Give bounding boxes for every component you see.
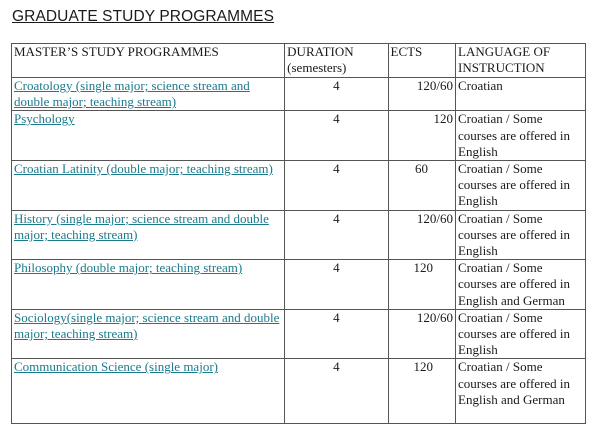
table-row <box>12 359 586 424</box>
programme-link-croatology[interactable]: Croatology (single major; science stream and double major; teaching stream) <box>14 78 250 110</box>
language-cell: Croatian / Some courses are offered in English <box>456 309 586 359</box>
table-row <box>12 260 586 310</box>
programme-cell <box>12 309 285 359</box>
ects-cell: 120/60 <box>388 309 456 359</box>
programme-cell <box>12 260 285 310</box>
programme-link-communication-science[interactable]: Communication Science (single major) <box>14 359 218 375</box>
header-duration-sublabel: (semesters) <box>287 60 347 76</box>
header-ects <box>388 44 456 78</box>
table-row <box>12 78 586 111</box>
header-duration <box>285 44 388 78</box>
programme-cell <box>12 359 285 424</box>
header-language-label: LANGUAGE OF <box>458 44 551 59</box>
table-row <box>12 309 586 359</box>
programme-cell <box>12 78 285 111</box>
language-cell: Croatian / Some courses are offered in English <box>456 161 586 211</box>
duration-cell: 4 <box>285 309 388 359</box>
ects-cell: 60 <box>388 161 456 211</box>
table-row <box>12 210 586 260</box>
ects-cell: 120 <box>388 111 456 161</box>
duration-cell: 4 <box>285 359 388 424</box>
table-row <box>12 111 586 161</box>
programme-link-history[interactable]: History (single major; science stream and double major; teaching stream) <box>14 210 269 242</box>
header-language-sublabel: INSTRUCTION <box>458 60 545 76</box>
language-cell: Croatian / Some courses are offered in English and German <box>456 359 586 424</box>
ects-cell: 120 <box>388 260 456 310</box>
programme-cell <box>12 161 285 211</box>
duration-cell: 4 <box>285 260 388 310</box>
language-cell: Croatian / Some courses are offered in English <box>456 111 586 161</box>
programme-link-psychology[interactable]: Psychology <box>14 111 75 127</box>
ects-cell: 120/60 <box>388 78 456 111</box>
duration-cell: 4 <box>285 210 388 260</box>
header-programme-label: MASTER’S STUDY PROGRAMMES <box>14 44 219 59</box>
language-cell: Croatian / Some courses are offered in English and German <box>456 260 586 310</box>
header-duration-label: DURATION <box>287 44 354 59</box>
duration-cell: 4 <box>285 78 388 111</box>
programmes-table <box>11 43 586 424</box>
language-cell: Croatian / Some courses are offered in English <box>456 210 586 260</box>
page-title: GRADUATE STUDY PROGRAMMES <box>12 8 275 25</box>
programme-cell <box>12 210 285 260</box>
header-ects-label: ECTS <box>390 44 423 59</box>
language-cell: Croatian <box>456 78 586 111</box>
table-header-row <box>12 44 586 78</box>
programme-link-philosophy[interactable]: Philosophy (double major; teaching stream) <box>14 260 243 276</box>
table-row <box>12 161 586 211</box>
programme-cell <box>12 111 285 161</box>
header-language <box>456 44 586 78</box>
duration-cell: 4 <box>285 111 388 161</box>
header-programme <box>12 44 285 78</box>
duration-cell: 4 <box>285 161 388 211</box>
programme-link-sociology[interactable]: Sociology(single major; science stream and double major; teaching stream) <box>14 309 280 342</box>
ects-cell: 120/60 <box>388 210 456 260</box>
programme-link-croatian-latinity[interactable]: Croatian Latinity (double major; teaching stream) <box>14 161 273 177</box>
ects-cell: 120 <box>388 359 456 424</box>
